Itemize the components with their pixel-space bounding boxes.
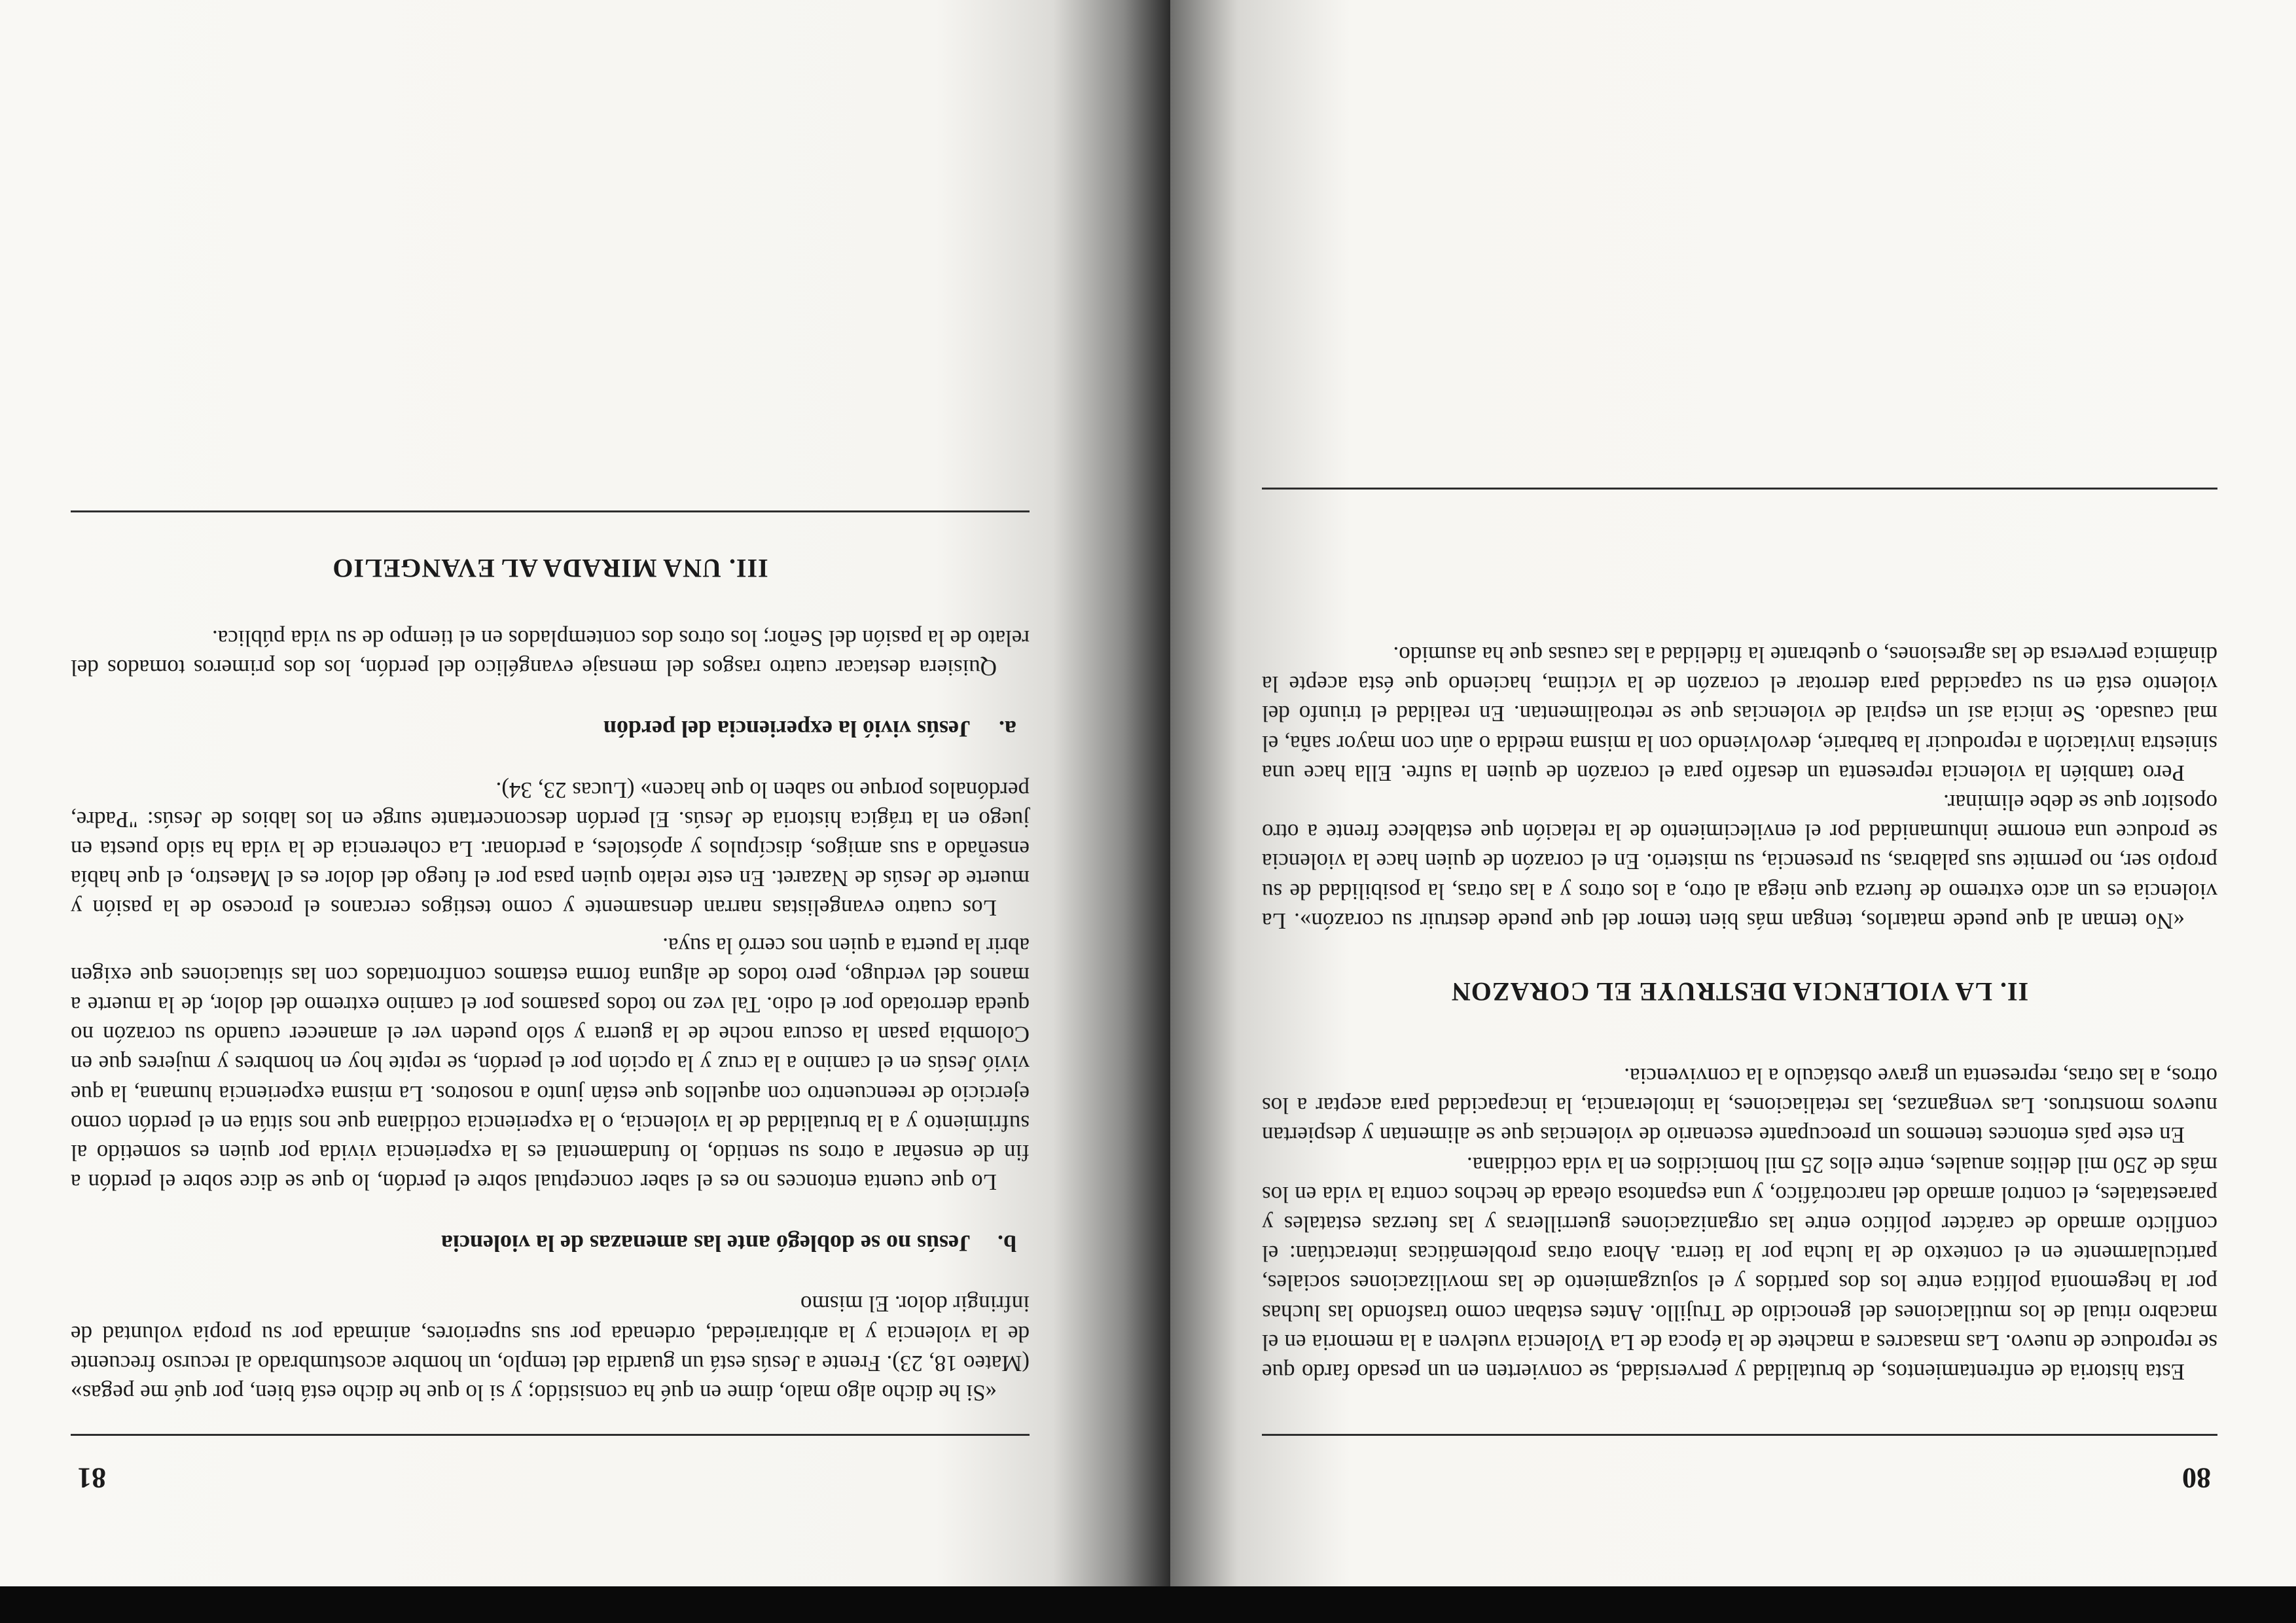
page-81 <box>0 0 1170 1586</box>
page-80-content <box>1262 488 2217 1508</box>
page-81-header <box>71 1436 1030 1508</box>
footer-rule <box>1262 488 2217 490</box>
subsection-heading <box>71 714 1030 743</box>
subsection-title: Jesús no se doblegó ante las amenazas de la violencia <box>440 1230 971 1257</box>
paragraph: «Si he dicho algo malo, dime en qué ha consistido; y si lo que he dicho está bien, por qué me pegas» (Mateo 18, 23). Frente a Jesús está un guardia del templo, un hombre acostumbrado al recurso frecuente de la violencia y la arbitrariedad, ordenada por sus superiores, animada por su propia voluntad de infringir dolor. El mismo <box>71 1291 1030 1406</box>
subsection-letter: b. <box>997 1230 1016 1257</box>
page-number: 81 <box>77 1462 106 1494</box>
paragraph: Los cuatro evangelistas narran densamente y como testigos cercanos el proceso de la pasión y muerte de Jesús de Nazaret. En este relato quien pasa por el fuego del dolor es el Maestro, el que había enseñado a sus amigos, discípulos y apóstoles, a perdonar. La coherencia de la vida ha sido puesta en juego en la trágica historia de Jesús. El perdón desconcertante surge en los labios de Jesús: "Padre, perdónalos porque no saben lo que hacen» (Lucas 23, 34). <box>71 777 1030 921</box>
paragraph: En este país entonces tenemos un preocupante escenario de violencias que se alimentan y despiertan nuevos monstruos. Las venganzas, las retaliaciones, la intolerancia, la incapacidad para aceptar a los otros, a las otras, representa un grave obstáculo a la convivencia. <box>1262 1063 2217 1149</box>
subsection-heading <box>71 1228 1030 1258</box>
section-heading: III. UNA MIRADA AL EVANGELIO <box>332 553 768 583</box>
scanner-bed-edge <box>0 1586 2296 1623</box>
subsection-title: Jesús vivió la experiencia del perdón <box>603 716 971 743</box>
subsection-letter: a. <box>999 716 1016 743</box>
paragraph: «No teman al que puede matarlos, tengan más bien temor del que puede destruir su corazón». La violencia es un acto extremo de fuerza que niega al otro, a los otros y a las otras, la posibilidad de su propio ser, no permite sus palabras, su presencia, su misterio. En el corazón de quien hace la violencia se produce una enorme inhumanidad por el envilecimiento de la relación que establece frente a otro opositor que se debe eliminar. <box>1262 789 2217 934</box>
paragraph: Quisiera destacar cuatro rasgos del mensaje evangélico del perdón, los dos primeros tomados del relato de la pasión del Señor; los otros dos contemplados en el tiempo de su vida pública. <box>71 626 1030 681</box>
paragraph: Lo que cuenta entonces no es el saber conceptual sobre el perdón, lo que se dice sobre el perdón a fin de enseñar a otros su sentido, lo fundamental es la experiencia vivida por quien es sometido al sufrimiento y a la brutalidad de la violencia, o la experiencia cotidiana que nos sitúa en el perdón como ejercicio de reencuentro con aquellos que están junto a nosotros. La misma experiencia humana, la que vivió Jesús en el camino a la cruz y la opción por el perdón, se repite hoy en hombres y mujeres que en Colombia pasan la oscura noche de la guerra y sólo pueden ver el amanecer cuando su corazón no queda derrotado por el odio. Tal vez no todos pasamos por el camino extremo del dolor, de la muerte a manos del verdugo, pero todos de alguna forma estamos confrontados con las situaciones que exigen abrir la puerta a quien nos cerró la suya. <box>71 933 1030 1196</box>
section-heading: II. LA VIOLENCIA DESTRUYE EL CORAZON <box>1450 976 2029 1007</box>
page-number: 80 <box>2182 1462 2211 1494</box>
paragraph: Pero también la violencia representa un desafío para el corazón de quien la sufre. Ella hace una siniestra invitación a reproducir la barbarie, devolviendo con la misma medida o aún con mayor saña, el mal causado. Se inicia así un espiral de violencias que se retroalimentan. En realidad el triunfo del violento está en su capacidad para derrotar el corazón de la víctima, haciendo que ésta acepte la dinámica perversa de las agresiones, o quebrante la fidelidad a las causas que ha asumido. <box>1262 641 2217 786</box>
footer-rule <box>71 510 1030 512</box>
page-80-header <box>1262 1436 2217 1508</box>
page-80 <box>1170 0 2296 1586</box>
page-81-content <box>71 510 1030 1508</box>
paragraph: Esta historia de enfrentamientos, de brutalidad y perversidad, se convierten en un pesado fardo que se reproduce de nuevo. Las masacres a machete de la época de La Violencia vuelven a la memoria en el macabro ritual de los mutilaciones del genocidio de Trujillo. Antes estaban como trasfondo las luchas por la hegemonía política entre los dos partidos y el sojuzgamiento de las movilizaciones sociales, particularmente en el contexto de la lucha por la tierra. Ahora otras problemáticas interactúan: el conflicto armado de carácter político entre las organizaciones guerrilleras y las fuerzas estatales y paraestatales, el control armado del narcotráfico, y una espantosa oleada de hechos contra la vida en los más de 250 mil delitos anuales, entre ellos 25 mil homicidios en la vida cotidiana. <box>1262 1152 2217 1385</box>
